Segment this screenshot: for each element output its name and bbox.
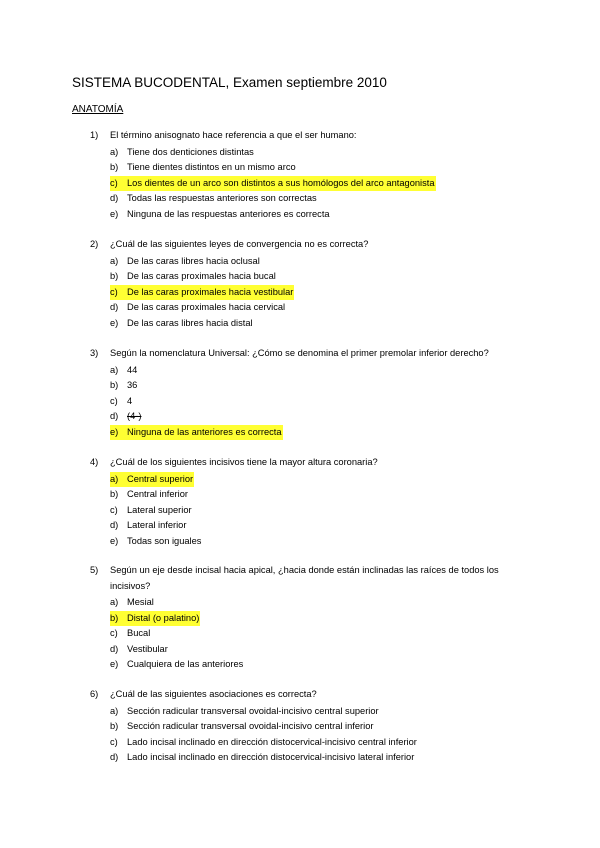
option-a xyxy=(90,145,530,161)
option-letter: e) xyxy=(110,535,119,546)
option-e-highlighted xyxy=(90,425,530,441)
option-text: Lateral inferior xyxy=(127,520,187,530)
option-text: Los dientes de un arco son distintos a sus homólogos del arco antagonista xyxy=(127,176,436,192)
option-text: 4 xyxy=(127,395,133,406)
option-b xyxy=(90,160,530,176)
option-letter: a) xyxy=(110,255,119,266)
option-letter: b) xyxy=(110,489,119,499)
option-text: Central inferior xyxy=(127,489,188,499)
option-text: 44 xyxy=(127,364,138,375)
option-text: Ninguna de las anteriores es correcta xyxy=(127,425,283,441)
question-number: 5) xyxy=(90,565,99,575)
option-text: Lateral superior xyxy=(127,504,192,515)
question-text: Según la nomenclatura Universal: ¿Cómo se denomina el primer premolar inferior derecho? xyxy=(110,348,489,358)
question-5 xyxy=(90,563,530,673)
option-letter: c) xyxy=(110,628,118,638)
option-text: Mesial xyxy=(127,597,154,607)
question-number: 6) xyxy=(90,689,99,699)
option-d xyxy=(90,750,530,766)
question-text: El término anisognato hace referencia a que el ser humano: xyxy=(110,130,357,140)
option-c xyxy=(90,503,530,519)
question-number: 1) xyxy=(90,130,99,140)
option-a xyxy=(90,595,530,611)
option-text: De las caras libres hacia distal xyxy=(127,317,253,328)
option-text: Sección radicular transversal ovoidal-incisivo central superior xyxy=(127,705,379,716)
option-letter: b) xyxy=(110,271,119,281)
option-text: Tiene dientes distintos en un mismo arco xyxy=(127,162,296,172)
option-letter: b) xyxy=(110,611,127,627)
option-letter: d) xyxy=(110,643,119,654)
option-c xyxy=(90,735,530,751)
option-d xyxy=(90,300,530,316)
option-letter: b) xyxy=(110,380,119,390)
question-3 xyxy=(90,346,530,440)
question-4 xyxy=(90,455,530,549)
option-text: Tiene dos denticiones distintas xyxy=(127,146,254,157)
option-b xyxy=(90,269,530,285)
option-b xyxy=(90,719,530,735)
option-text: Central superior xyxy=(127,472,194,488)
option-letter: c) xyxy=(110,504,118,515)
option-text: De las caras proximales hacia cervical xyxy=(127,302,286,312)
option-text-struck: (4-) xyxy=(127,411,142,421)
option-text: Todas son iguales xyxy=(127,535,202,546)
option-a xyxy=(90,704,530,720)
question-text: ¿Cuál de las siguientes leyes de convergencia no es correcta? xyxy=(110,239,369,249)
option-text: Vestibular xyxy=(127,643,168,654)
option-b xyxy=(90,378,530,394)
option-text: Distal (o palatino) xyxy=(127,611,200,627)
question-text: Según un eje desde incisal hacia apical, ¿hacia donde están inclinadas las raíces de todos los incisivos? xyxy=(110,565,499,591)
option-letter: a) xyxy=(110,146,119,157)
option-letter: c) xyxy=(110,395,118,406)
option-text: Lado incisal inclinado en dirección distocervical-incisivo central inferior xyxy=(127,736,417,747)
question-1 xyxy=(90,128,530,222)
question-number: 3) xyxy=(90,348,99,358)
option-letter: a) xyxy=(110,364,119,375)
option-text: Cualquiera de las anteriores xyxy=(127,659,244,669)
option-letter: d) xyxy=(110,411,119,421)
option-letter: b) xyxy=(110,721,119,731)
option-c xyxy=(90,626,530,642)
document-title: SISTEMA BUCODENTAL, Examen septiembre 2010 xyxy=(72,75,387,90)
option-letter: d) xyxy=(110,193,119,203)
option-text: Ninguna de las respuestas anteriores es correcta xyxy=(127,208,330,219)
option-d xyxy=(90,642,530,658)
option-d xyxy=(90,409,530,425)
question-2 xyxy=(90,237,530,331)
question-6 xyxy=(90,687,530,766)
option-letter: e) xyxy=(110,425,127,441)
option-text: Lado incisal inclinado en dirección distocervical-incisivo lateral inferior xyxy=(127,752,415,762)
option-e xyxy=(90,316,530,332)
option-text: De las caras libres hacia oclusal xyxy=(127,255,260,266)
option-letter: d) xyxy=(110,520,119,530)
option-letter: d) xyxy=(110,752,119,762)
option-d xyxy=(90,191,530,207)
question-text: ¿Cuál de las siguientes asociaciones es correcta? xyxy=(110,689,317,699)
option-text: Todas las respuestas anteriores son correctas xyxy=(127,193,317,203)
option-text: De las caras proximales hacia vestibular xyxy=(127,285,294,301)
option-e xyxy=(90,534,530,550)
option-e xyxy=(90,657,530,673)
question-number: 2) xyxy=(90,239,99,249)
option-letter: a) xyxy=(110,705,119,716)
option-letter: d) xyxy=(110,302,119,312)
option-b-highlighted xyxy=(90,611,530,627)
option-a-highlighted xyxy=(90,472,530,488)
option-a xyxy=(90,254,530,270)
option-letter: a) xyxy=(110,472,127,488)
section-heading: ANATOMÍA xyxy=(72,104,124,115)
option-letter: e) xyxy=(110,208,119,219)
option-text: Bucal xyxy=(127,628,151,638)
option-letter: c) xyxy=(110,736,118,747)
option-c xyxy=(90,394,530,410)
option-e xyxy=(90,207,530,223)
option-letter: e) xyxy=(110,659,119,669)
option-letter: a) xyxy=(110,597,119,607)
question-text: ¿Cuál de los siguientes incisivos tiene la mayor altura coronaria? xyxy=(110,457,378,467)
question-number: 4) xyxy=(90,457,99,467)
option-d xyxy=(90,518,530,534)
option-a xyxy=(90,363,530,379)
option-letter: e) xyxy=(110,317,119,328)
option-letter: c) xyxy=(110,285,127,301)
option-c-highlighted xyxy=(90,176,530,192)
option-text: De las caras proximales hacia bucal xyxy=(127,271,276,281)
option-text: 36 xyxy=(127,380,138,390)
option-text: Sección radicular transversal ovoidal-incisivo central inferior xyxy=(127,721,374,731)
option-letter: c) xyxy=(110,176,127,192)
option-b xyxy=(90,487,530,503)
option-c-highlighted xyxy=(90,285,530,301)
option-letter: b) xyxy=(110,162,119,172)
